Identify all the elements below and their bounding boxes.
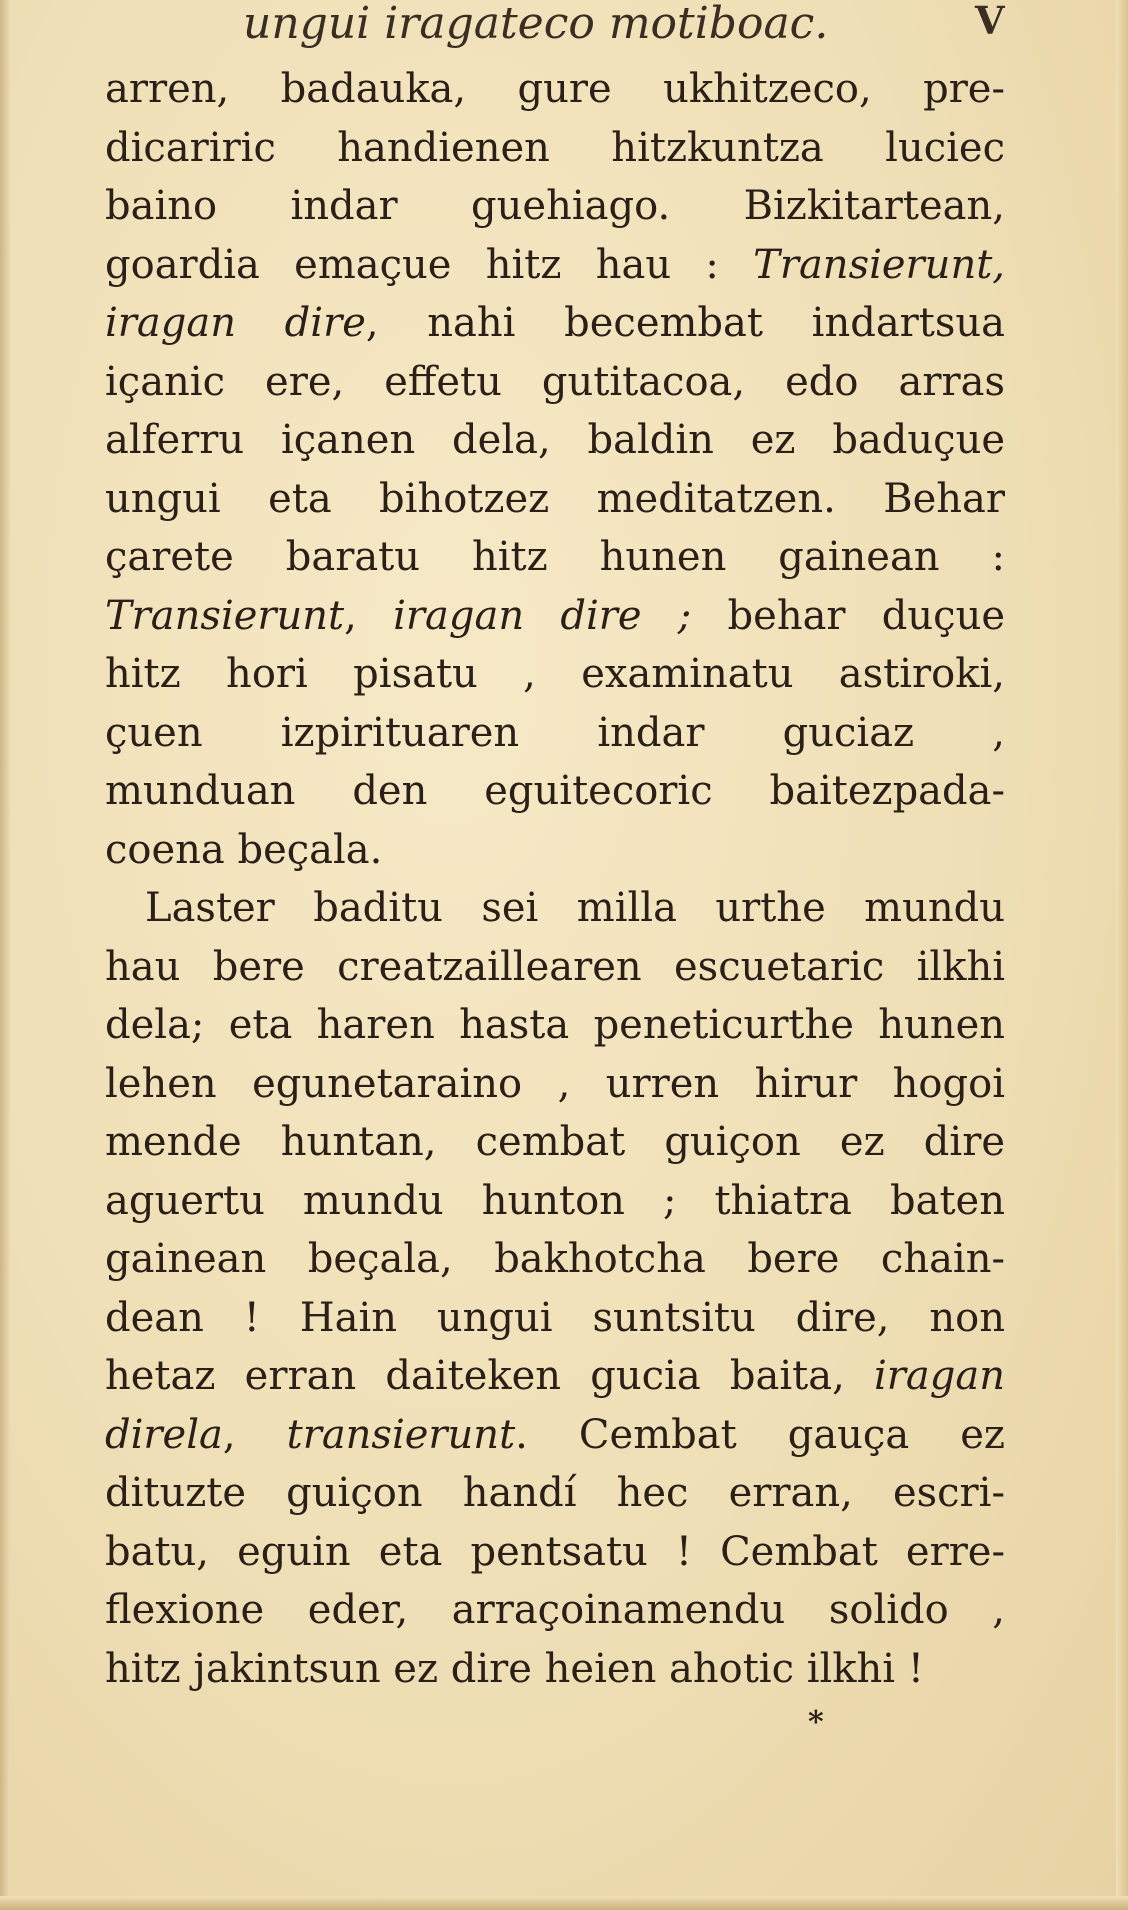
text-line [105, 938, 1005, 997]
page-edge-bottom [0, 1896, 1128, 1910]
text-segment: , nahi becembat indartsua [365, 300, 1005, 346]
page-number: V [975, 0, 1005, 43]
text-segment: ungui eta bihotzez meditatzen. Behar [105, 475, 1005, 522]
text-segment: içanic ere, effetu gutitacoa, edo arras [105, 358, 1005, 405]
text-line [105, 1464, 1005, 1523]
text-line [105, 411, 1005, 470]
text-segment: dituzte guiçon handí hec erran, escri- [105, 1470, 1005, 1516]
text-segment: munduan den eguitecoric baitezpada- [105, 768, 1005, 814]
text-line [105, 1055, 1005, 1114]
text-line [105, 1523, 1005, 1582]
text-line [105, 353, 1005, 412]
text-line [105, 1581, 1005, 1640]
text-segment: çarete baratu hitz hunen gainean : [105, 534, 1005, 580]
text-segment: , [344, 592, 394, 639]
text-line [105, 236, 1005, 295]
text-segment: goardia emaçue hitz hau : [105, 241, 754, 288]
text-line [105, 119, 1005, 178]
text-segment: hitz hori pisatu , examinatu astiroki, [105, 651, 1005, 697]
text-segment: flexione eder, arraçoinamendu solido , [105, 1587, 1005, 1633]
text-segment: aguertu mundu hunton ; thiatra baten [105, 1177, 1005, 1224]
text-line [105, 1113, 1005, 1172]
page-header [0, 0, 1128, 50]
text-segment: gainean beçala, bakhotcha bere chain- [105, 1236, 1005, 1282]
text-line [105, 879, 1005, 938]
text-segment: mende huntan, cembat guiçon ez dire [105, 1119, 1005, 1165]
text-line [105, 704, 1005, 763]
text-segment: dela; eta haren hasta peneticurthe hunen [105, 1002, 1005, 1048]
italic-segment: Transierunt [105, 592, 345, 639]
text-line [105, 996, 1005, 1055]
text-line [105, 528, 1005, 587]
text-line [105, 1172, 1005, 1231]
page-footer [0, 1705, 1128, 1745]
text-segment: hau bere creatzaillearen escuetaric ilkhi [105, 943, 1005, 990]
text-line [105, 762, 1005, 821]
italic-segment: direla [105, 1411, 223, 1458]
text-line [105, 821, 1005, 880]
body-text [105, 60, 1005, 1698]
text-segment: hetaz erran daiteken gucia baita, [105, 1353, 875, 1399]
text-segment: coena beçala. [105, 826, 383, 873]
text-line [105, 1640, 1005, 1699]
text-segment: arren, badauka, gure ukhitzeco, pre- [105, 66, 1005, 112]
page-edge-right [1116, 0, 1128, 1910]
text-segment: , [222, 1411, 287, 1458]
text-line [105, 1406, 1005, 1465]
italic-segment: Transierunt, [753, 241, 1005, 288]
text-line [105, 587, 1005, 646]
text-segment: batu, eguin eta pentsatu ! Cembat erre- [105, 1528, 1005, 1575]
text-line [105, 470, 1005, 529]
text-segment: . Cembat gauça ez [515, 1411, 1005, 1458]
text-line [105, 294, 1005, 353]
text-segment: lehen egunetaraino , urren hirur hogoi [105, 1060, 1005, 1107]
text-segment: dicariric handienen hitzkuntza luciec [105, 124, 1005, 171]
text-line [105, 177, 1005, 236]
text-segment: behar duçue [691, 592, 1006, 639]
italic-segment: iragan dire [105, 300, 366, 346]
text-segment: baino indar guehiago. Bizkitartean, [105, 183, 1005, 229]
signature-mark: * [808, 1705, 824, 1740]
text-segment: Laster baditu sei milla urthe mundu [145, 885, 1005, 931]
text-segment: çuen izpirituaren indar guciaz , [105, 709, 1005, 756]
text-segment: hitz jakintsun ez dire heien ahotic ilkhi ! [105, 1645, 924, 1692]
italic-segment: iragan [874, 1353, 1005, 1399]
text-line [105, 1289, 1005, 1348]
text-line [105, 1347, 1005, 1406]
text-segment: alferru içanen dela, baldin ez baduçue [105, 417, 1005, 463]
page-edge-left [0, 0, 10, 1910]
italic-segment: transierunt [286, 1411, 516, 1458]
text-line [105, 60, 1005, 119]
text-segment: dean ! Hain ungui suntsitu dire, non [105, 1294, 1005, 1341]
text-line [105, 645, 1005, 704]
running-head: ungui iragateco motiboac. [243, 0, 829, 49]
italic-segment: iragan dire ; [393, 592, 692, 639]
text-line [105, 1230, 1005, 1289]
